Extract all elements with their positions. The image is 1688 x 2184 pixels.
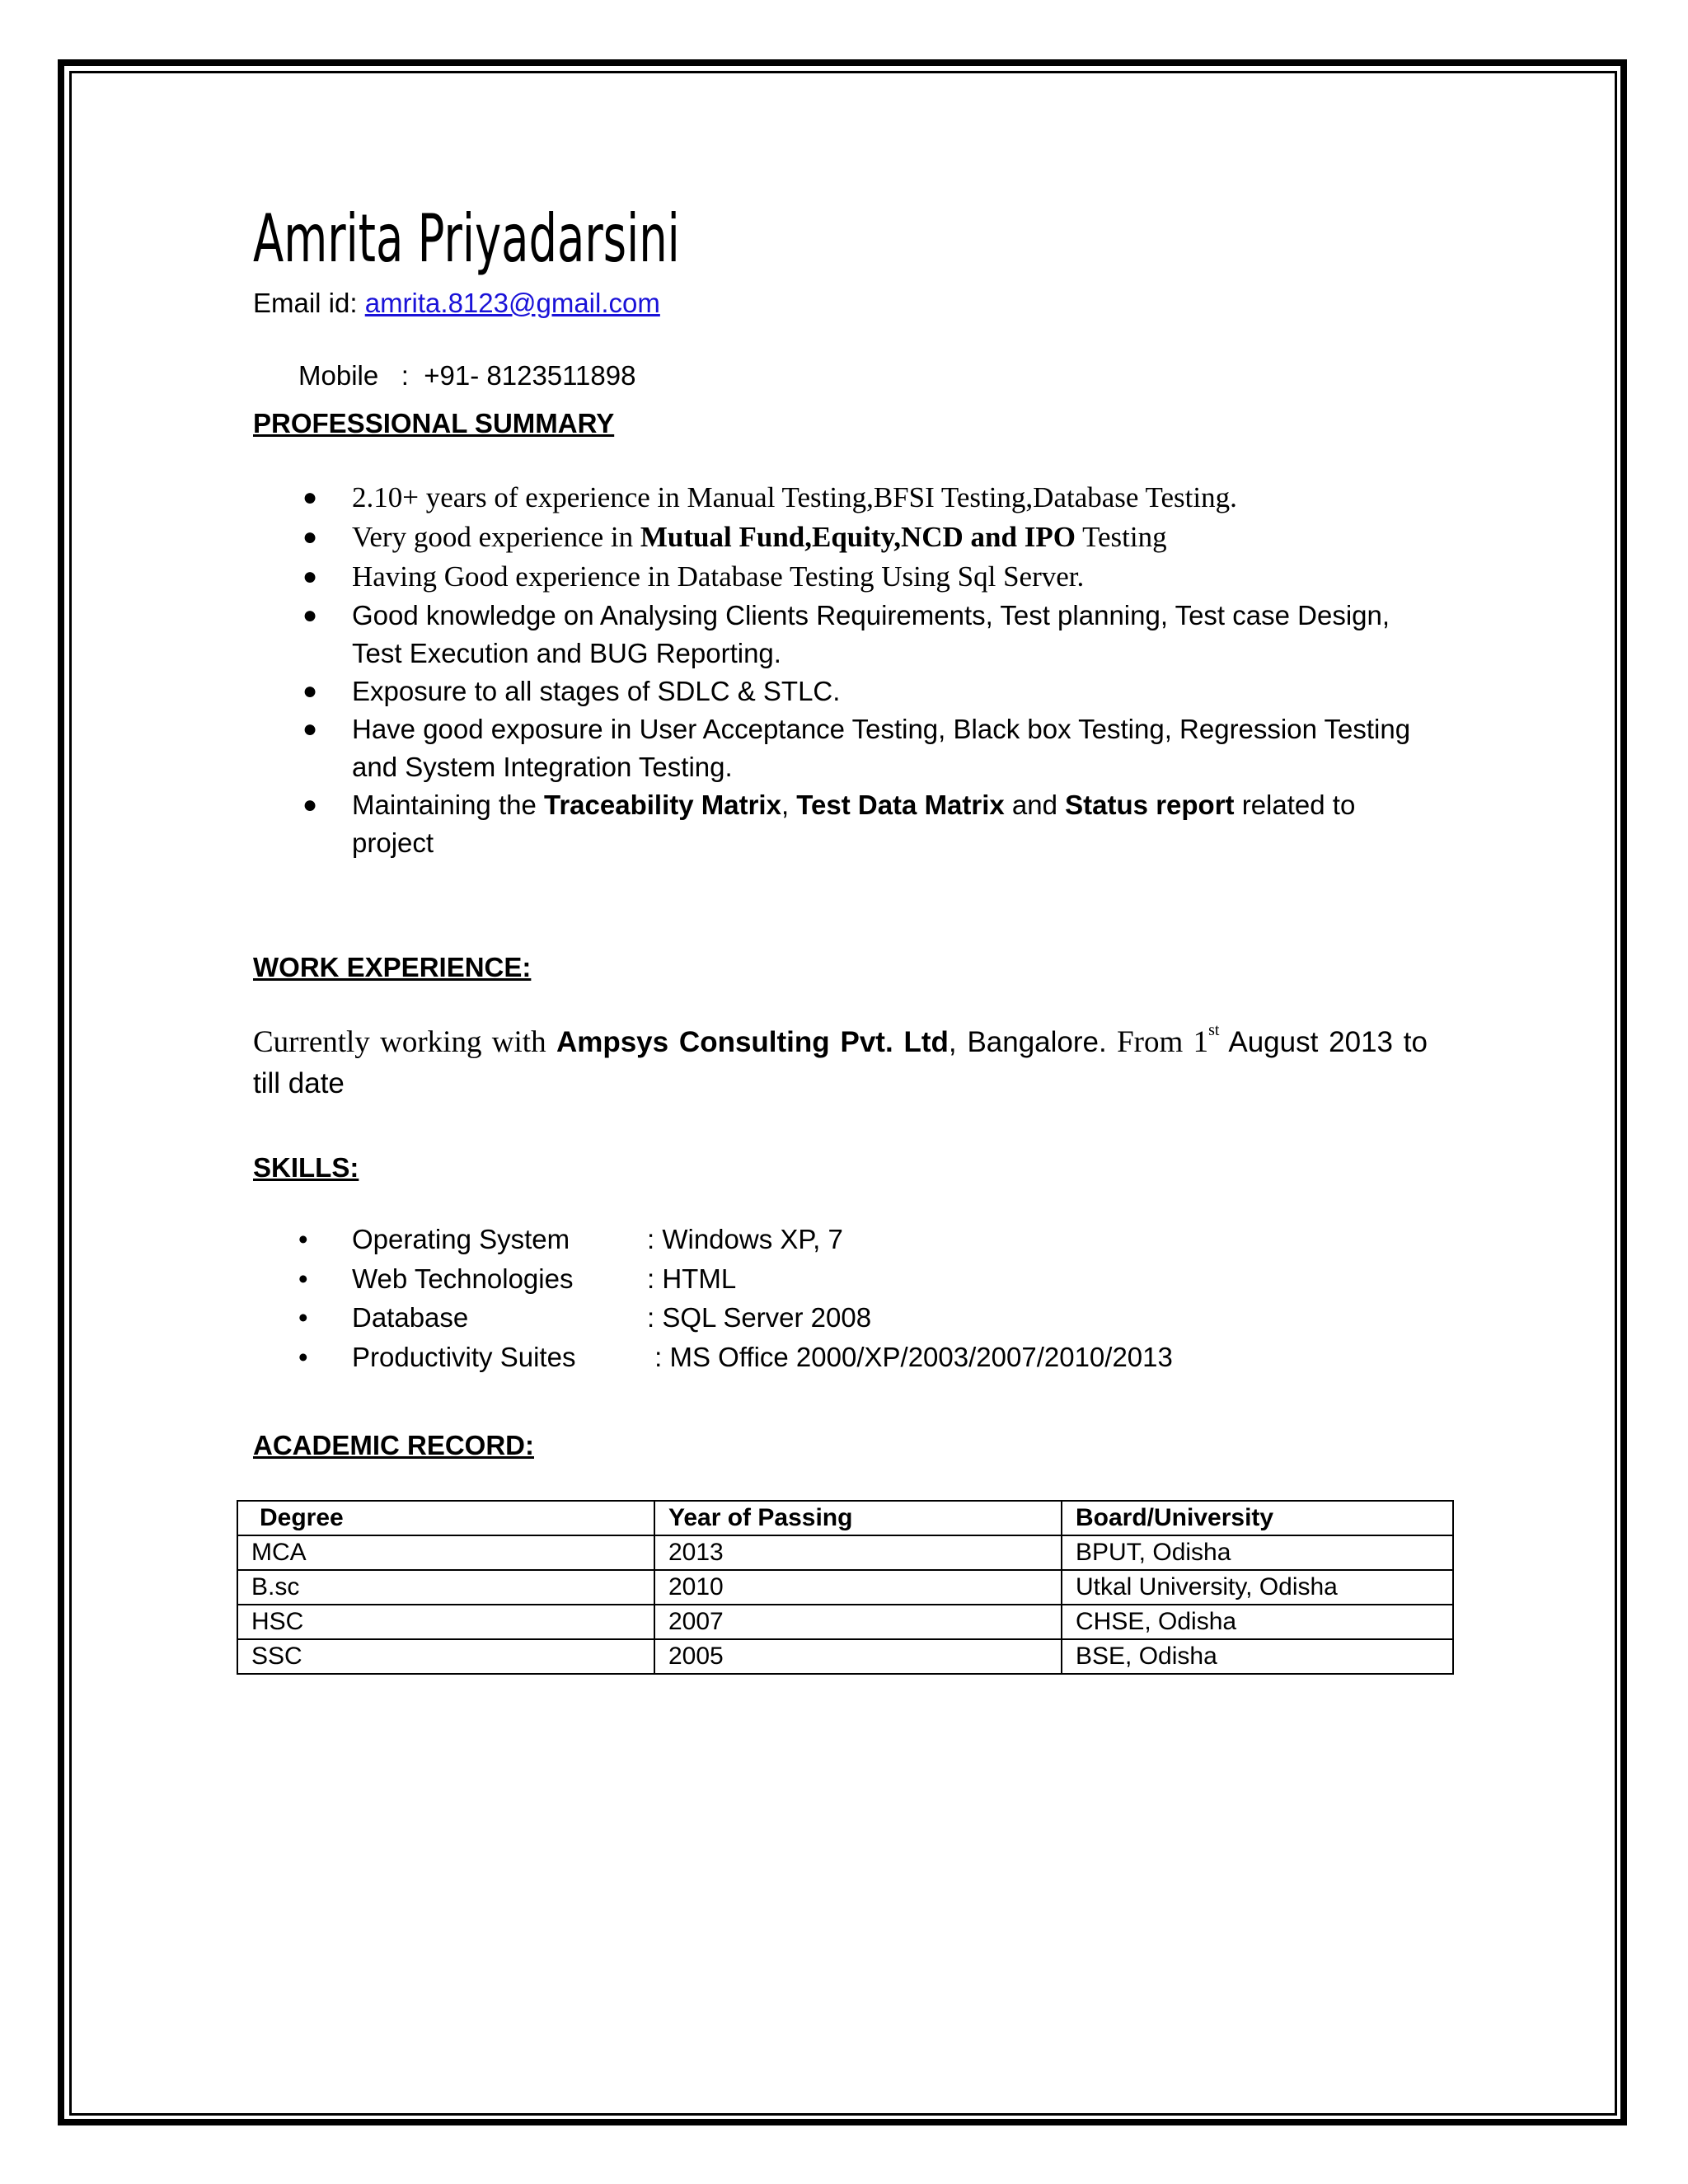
skill-item <box>253 1338 1173 1377</box>
skill-value: : HTML <box>647 1263 737 1294</box>
table-cell: Utkal University, Odisha <box>1062 1570 1453 1605</box>
work-text: From 1 <box>1106 1025 1209 1059</box>
academic-heading: ACADEMIC RECORD: <box>253 1430 534 1460</box>
table-cell: 2005 <box>654 1639 1062 1674</box>
list-item <box>253 597 1440 673</box>
column-header-board: Board/University <box>1062 1501 1453 1535</box>
table-cell: 2007 <box>654 1605 1062 1639</box>
skill-name: Operating System <box>352 1224 570 1254</box>
mobile-label: Mobile : <box>298 360 424 391</box>
table-row <box>237 1605 1453 1639</box>
table-cell: 2013 <box>654 1535 1062 1570</box>
email-link[interactable]: amrita.8123@gmail.com <box>364 288 660 318</box>
column-header-year: Year of Passing <box>654 1501 1062 1535</box>
summary-text: Have good exposure in User Acceptance Testing, Black box Testing, Regression Testing and System Integration Testing. <box>352 714 1411 782</box>
summary-text: Having Good experience in Database Testing Using Sql Server. <box>352 560 1085 593</box>
table-cell: BSE, Odisha <box>1062 1639 1453 1674</box>
skill-item <box>253 1220 1173 1259</box>
summary-bold-text: Test Data Matrix <box>796 790 1005 820</box>
summary-text: Testing <box>1075 521 1167 553</box>
skill-value: : SQL Server 2008 <box>647 1302 872 1333</box>
bullet-icon: ● <box>302 523 318 551</box>
skill-name: Web Technologies <box>352 1263 574 1294</box>
bullet-icon: ● <box>302 677 318 705</box>
skill-value: : MS Office 2000/XP/2003/2007/2010/2013 <box>647 1341 1173 1372</box>
table-row <box>237 1570 1453 1605</box>
bullet-icon: • <box>298 1341 308 1372</box>
table-cell: SSC <box>237 1639 654 1674</box>
work-location: , Bangalore. <box>948 1026 1107 1058</box>
skill-item <box>253 1298 1173 1338</box>
summary-text: and <box>1004 790 1066 820</box>
email-label: Email id: <box>253 288 365 318</box>
skill-item <box>253 1259 1173 1299</box>
bullet-icon: • <box>298 1302 308 1333</box>
bullet-icon: ● <box>302 791 318 818</box>
summary-bold-text: Status report <box>1065 790 1235 820</box>
candidate-name: Amrita Priyadarsini <box>253 200 680 277</box>
list-item <box>253 557 1440 597</box>
list-item <box>253 786 1440 862</box>
summary-bold-text: Mutual Fund,Equity,NCD and IPO <box>640 521 1076 553</box>
ordinal-suffix: st <box>1208 1021 1220 1039</box>
summary-text: 2.10+ years of experience in Manual Testing,BFSI Testing,Database Testing. <box>352 481 1237 513</box>
summary-text: , <box>781 790 797 820</box>
table-cell: B.sc <box>237 1570 654 1605</box>
table-cell: MCA <box>237 1535 654 1570</box>
bullet-icon: ● <box>302 602 318 629</box>
bullet-icon: • <box>298 1224 308 1254</box>
bullet-icon: ● <box>302 484 318 511</box>
table-cell: CHSE, Odisha <box>1062 1605 1453 1639</box>
bullet-icon: ● <box>302 563 318 590</box>
mobile-number: +91- 8123511898 <box>424 360 636 391</box>
work-heading: WORK EXPERIENCE: <box>253 952 532 982</box>
column-header-degree: Degree <box>237 1501 654 1535</box>
work-text: Currently working with <box>253 1025 556 1059</box>
skill-name: Productivity Suites <box>352 1341 576 1372</box>
summary-text: Maintaining the <box>352 790 544 820</box>
table-header-row <box>237 1501 1453 1535</box>
table-cell: 2010 <box>654 1570 1062 1605</box>
company-name: Ampsys Consulting Pvt. Ltd <box>556 1026 949 1058</box>
summary-text: related to project <box>352 790 1356 858</box>
summary-heading: PROFESSIONAL SUMMARY <box>253 408 615 438</box>
summary-bold-text: Traceability Matrix <box>543 790 781 820</box>
summary-text: Exposure to all stages of SDLC & STLC. <box>352 676 841 706</box>
email-line <box>253 285 1440 321</box>
skill-value: : Windows XP, 7 <box>647 1224 843 1254</box>
summary-list <box>253 478 1440 862</box>
summary-text: Very good experience in <box>352 521 640 553</box>
list-item <box>253 673 1440 710</box>
bullet-icon: • <box>298 1263 308 1294</box>
list-item <box>253 710 1440 786</box>
work-date: August 2013 to till date <box>253 1026 1428 1099</box>
skills-list <box>253 1220 1173 1376</box>
resume-content <box>253 200 1440 1460</box>
table-cell: BPUT, Odisha <box>1062 1535 1453 1570</box>
summary-text: Good knowledge on Analysing Clients Requirements, Test planning, Test case Design, Test Execution and BUG Reporting. <box>352 600 1390 668</box>
table-row <box>237 1535 1453 1570</box>
work-experience-text <box>253 1022 1428 1104</box>
skills-heading: SKILLS: <box>253 1152 359 1183</box>
list-item <box>253 518 1440 557</box>
table-row <box>237 1639 1453 1674</box>
bullet-icon: ● <box>302 715 318 743</box>
list-item <box>253 478 1440 518</box>
academic-table <box>237 1500 1454 1675</box>
table-cell: HSC <box>237 1605 654 1639</box>
skill-name: Database <box>352 1302 469 1333</box>
